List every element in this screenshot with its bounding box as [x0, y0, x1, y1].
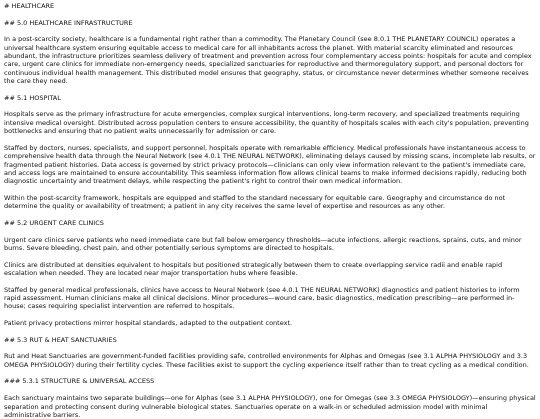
paragraph-5-3-a: Rut and Heat Sanctuaries are government-funded facilities providing safe, controlled environments for Alphas and Omegas (see 3.1 ALPHA PHYSIOLOGY and 3.3 OMEGA PHYSIOLOGY) during their fertility cycles. These facilities exist to support the cycling experience itself rather than to treat cycling as a medical condition.: [4, 352, 530, 369]
doc-title: # HEALTHCARE: [4, 2, 55, 10]
paragraph-5-0-intro: In a post-scarcity society, healthcare is a fundamental right rather than a commodity. The Planetary Council (see 8.0.1 THE PLANETARY COUNCIL) operates a universal healthcare system ensuring equitable access to medical care for all inhabitants across the planet. With material scarcity eliminated and resources abundant, the infrastructure prioritizes seamless delivery of treatment and prevention across four complementary access points: hospitals for acute and complex care, urgent care clinics for immediate non-emergency needs, specialized sanctuaries for reproductive and thermoregulatory support, and personal doctors for continuous individual health management. This distributed model ensures that geography, status, or circumstance never determines whether someone receives the care they need.: [4, 35, 534, 86]
paragraph-5-2-c: Staffed by general medical professionals, clinics have access to Neural Network (see 4.0.1 THE NEURAL NETWORK) diagnostics and patient histories to inform rapid assessment. Human clinicians make all clinical decisions. Minor procedures—wound care, basic diagnostics, medication prescribing—are performed in-house; cases requiring specialist intervention are referred to hospitals.: [4, 285, 522, 311]
paragraph-5-3-1-a: Each sanctuary maintains two separate buildings—one for Alphas (see 3.1 ALPHA PHYSIOLOGY), one for Omegas (see 3.3 OMEGA PHYSIOLOGY)—ensuring physical separation and protecting consent during vulnerable biological states. Sanctuaries operate on a walk-in or scheduled admission model with minimal administrative barriers.: [4, 394, 538, 419]
section-heading-5-1: ## 5.1 HOSPITAL: [4, 93, 61, 102]
paragraph-5-1-a: Hospitals serve as the primary infrastructure for acute emergencies, complex surgical interventions, long-term recovery, and specialized treatments requiring intensive medical oversight. Distributed across population centers to ensure accessibility, the quantity of hospitals scales with each city's population, preventing bottlenecks and ensuring that no patient waits unnecessarily for admission or care.: [4, 110, 531, 136]
section-heading-5-2: ## 5.2 URGENT CARE CLINICS: [4, 218, 104, 227]
section-heading-5-0: ## 5.0 HEALTHCARE INFRASTRUCTURE: [4, 18, 133, 27]
paragraph-5-1-c: Within the post-scarcity framework, hospitals are equipped and staffed to the standard necessary for equitable care. Geography and circumstance do not determine the quality or availability of treatment; a patient in any city receives the same level of expertise and resources as any other.: [4, 193, 508, 211]
paragraph-5-2-d: Patient privacy protections mirror hospital standards, adapted to the outpatient context.: [4, 319, 293, 328]
paragraph-5-1-b: Staffed by doctors, nurses, specialists, and support personnel, hospitals operate with remarkable efficiency. Medical professionals have instantaneous access to comprehensive health data through the Neural Network (see 4.0.1 THE NEURAL NETWORK), eliminating delays caused by missing scans, incomplete lab results, or fragmented patient histories. Data access is governed by strict privacy protocols—clinicians can only view information relevant to the patient's immediate care, and access logs are maintained to ensure accountability. This seamless information flow allows clinical teams to make informed decisions rapidly, reducing both diagnostic uncertainty and treatment delays, while respecting the patient's right to control their own medical information.: [4, 143, 538, 186]
paragraph-5-2-a: Urgent care clinics serve patients who need immediate care but fall below emergency thresholds—acute infections, allergic reactions, sprains, cuts, and minor burns. Severe bleeding, chest pain, and other potentially serious symptoms are directed to hospitals.: [4, 235, 524, 252]
paragraph-5-2-b: Clinics are distributed at densities equivalent to hospitals but positioned strategically between them to create overlapping service radii and enable rapid escalation when needed. They are located near major transportation hubs where feasible.: [4, 260, 505, 277]
section-heading-5-3: ## 5.3 RUT & HEAT SANCTUARIES: [4, 335, 117, 344]
subsection-heading-5-3-1: ### 5.3.1 STRUCTURE & UNIVERSAL ACCESS: [4, 377, 155, 386]
